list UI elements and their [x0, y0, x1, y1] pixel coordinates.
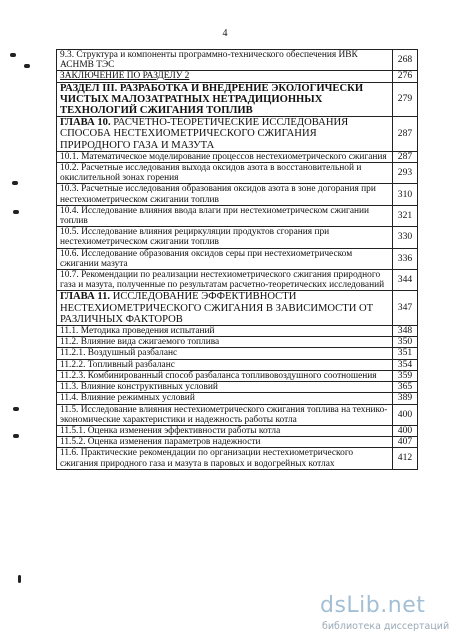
toc-row [57, 359, 418, 370]
toc-row [57, 291, 418, 326]
toc-row [57, 82, 418, 117]
toc-page-number: 268 [393, 50, 418, 71]
margin-mark [18, 575, 21, 583]
toc-page-number: 330 [393, 227, 418, 248]
toc-row [57, 337, 418, 348]
margin-mark [13, 210, 19, 214]
toc-page-number: 350 [393, 337, 418, 348]
toc-page-number: 336 [393, 248, 418, 269]
margin-mark [13, 407, 19, 411]
toc-row [57, 248, 418, 269]
logo-tagline: библиотека диссертаций [322, 621, 450, 632]
toc-page-number: 310 [393, 184, 418, 205]
margin-mark [10, 53, 16, 57]
toc-entry-title: 10.6. Исследование образования оксидов серы при нестехиометрическом сжигании мазута [57, 248, 393, 269]
toc-entry-title: 11.2.1. Воздушный разбаланс [57, 348, 393, 359]
dslib-logo [320, 593, 448, 637]
margin-mark [24, 64, 30, 68]
toc-page-number: 287 [393, 151, 418, 162]
toc-entry-title: 10.3. Расчетные исследования образования оксидов азота в зоне догорания при нестехиометрическом сжигании топлив [57, 184, 393, 205]
toc-table [56, 49, 418, 470]
toc-row [57, 448, 418, 469]
toc-entry-title: РАЗДЕЛ III. РАЗРАБОТКА И ВНЕДРЕНИЕ ЭКОЛОГИЧЕСКИ ЧИСТЫХ МАЛОЗАТРАТНЫХ НЕТРАДИЦИОННЫХ ТЕХНОЛОГИЙ СЖИГАНИЯ ТОПЛИВ [57, 82, 393, 117]
toc-entry-title: 11.3. Влияние конструктивных условий [57, 382, 393, 393]
toc-page-number: 279 [393, 82, 418, 117]
toc-entry-title: 10.4. Исследование влияния ввода влаги при нестехиометрическом сжигании топлив [57, 205, 393, 226]
logo-text: dsLib.net [320, 593, 426, 618]
toc-row [57, 151, 418, 162]
toc-row [57, 163, 418, 184]
toc-page-number: 400 [393, 404, 418, 425]
toc-page-number: 354 [393, 359, 418, 370]
toc-page-number: 365 [393, 382, 418, 393]
toc-entry-title: 10.5. Исследование влияния рециркуляции продуктов сгорания при нестехиометрическом сжигании топлив [57, 227, 393, 248]
toc-page-number: 389 [393, 393, 418, 404]
toc-row [57, 404, 418, 425]
toc-entry-title: 11.1. Методика проведения испытаний [57, 326, 393, 337]
toc-entry-title: 10.1. Математическое моделирование процессов нестехиометрического сжигания [57, 151, 393, 162]
toc-row [57, 437, 418, 448]
toc-row [57, 382, 418, 393]
toc-entry-title: 11.2.3. Комбинированный способ разбаланса топливовоздушного соотношения [57, 370, 393, 381]
toc-page-number: 293 [393, 163, 418, 184]
toc-page-number: 412 [393, 448, 418, 469]
toc-entry-title: 11.2. Влияние вида сжигаемого топлива [57, 337, 393, 348]
toc-row [57, 270, 418, 291]
toc-row [57, 50, 418, 71]
toc-entry-title: ЗАКЛЮЧЕНИЕ ПО РАЗДЕЛУ 2 [57, 71, 393, 82]
toc-page-number: 359 [393, 370, 418, 381]
toc-page-number: 321 [393, 205, 418, 226]
toc-entry-title: 11.4. Влияние режимных условий [57, 393, 393, 404]
toc-entry-title: 10.2. Расчетные исследования выхода оксидов азота в восстановительной и окислительной зонах горения [57, 163, 393, 184]
toc-entry-title: 11.5.1. Оценка изменения эффективности работы котла [57, 425, 393, 436]
margin-mark [13, 434, 19, 438]
margin-mark [12, 181, 18, 185]
page-number: 4 [222, 28, 228, 39]
toc-entry-title: 11.5. Исследование влияния нестехиометрического сжигания топлива на технико-экономические характеристики и надежность работы котла [57, 404, 393, 425]
toc-page-number: 407 [393, 437, 418, 448]
toc-page-number: 276 [393, 71, 418, 82]
toc-row [57, 71, 418, 82]
toc-row [57, 348, 418, 359]
toc-row [57, 227, 418, 248]
toc-row [57, 326, 418, 337]
toc-entry-title: 11.2.2. Топливный разбаланс [57, 359, 393, 370]
chapter-title: ИССЛЕДОВАНИЕ ЭФФЕКТИВНОСТИ НЕСТЕХИОМЕТРИЧЕСКОГО СЖИГАНИЯ В ЗАВИСИМОСТИ ОТ РАЗЛИЧНЫХ ФАКТОРОВ [60, 291, 374, 325]
toc-page-number: 344 [393, 270, 418, 291]
toc-page-number: 287 [393, 117, 418, 152]
toc-entry-title [57, 291, 393, 326]
toc-row [57, 425, 418, 436]
toc-row [57, 184, 418, 205]
toc-row [57, 117, 418, 152]
chapter-label: ГЛАВА 10. [60, 117, 111, 129]
toc-page-number: 400 [393, 425, 418, 436]
toc-page-number: 351 [393, 348, 418, 359]
chapter-label: ГЛАВА 11. [60, 291, 111, 303]
toc-entry-title: 10.7. Рекомендации по реализации нестехиометрического сжигания природного газа и мазута, полученные по результатам расчетно-теоретических исследований [57, 270, 393, 291]
chapter-title: РАСЧЕТНО-ТЕОРЕТИЧЕСКИЕ ИССЛЕДОВАНИЯ СПОСОБА НЕСТЕХИОМЕТРИЧЕСКОГО СЖИГАНИЯ ПРИРОДНОГО ГАЗА И МАЗУТА [60, 117, 349, 151]
toc-entry-title [57, 117, 393, 152]
toc-entry-title: 9.3. Структура и компоненты программно-технического обеспечения ИВК АСНМВ ТЭС [57, 50, 393, 71]
toc-entry-title: 11.5.2. Оценка изменения параметров надежности [57, 437, 393, 448]
toc-row [57, 370, 418, 381]
toc-row [57, 205, 418, 226]
toc-row [57, 393, 418, 404]
toc-page-number: 348 [393, 326, 418, 337]
toc-page-number: 347 [393, 291, 418, 326]
toc-entry-title: 11.6. Практические рекомендации по организации нестехиометрического сжигания природного газа и мазута в паровых и водогрейных котлах [57, 448, 393, 469]
